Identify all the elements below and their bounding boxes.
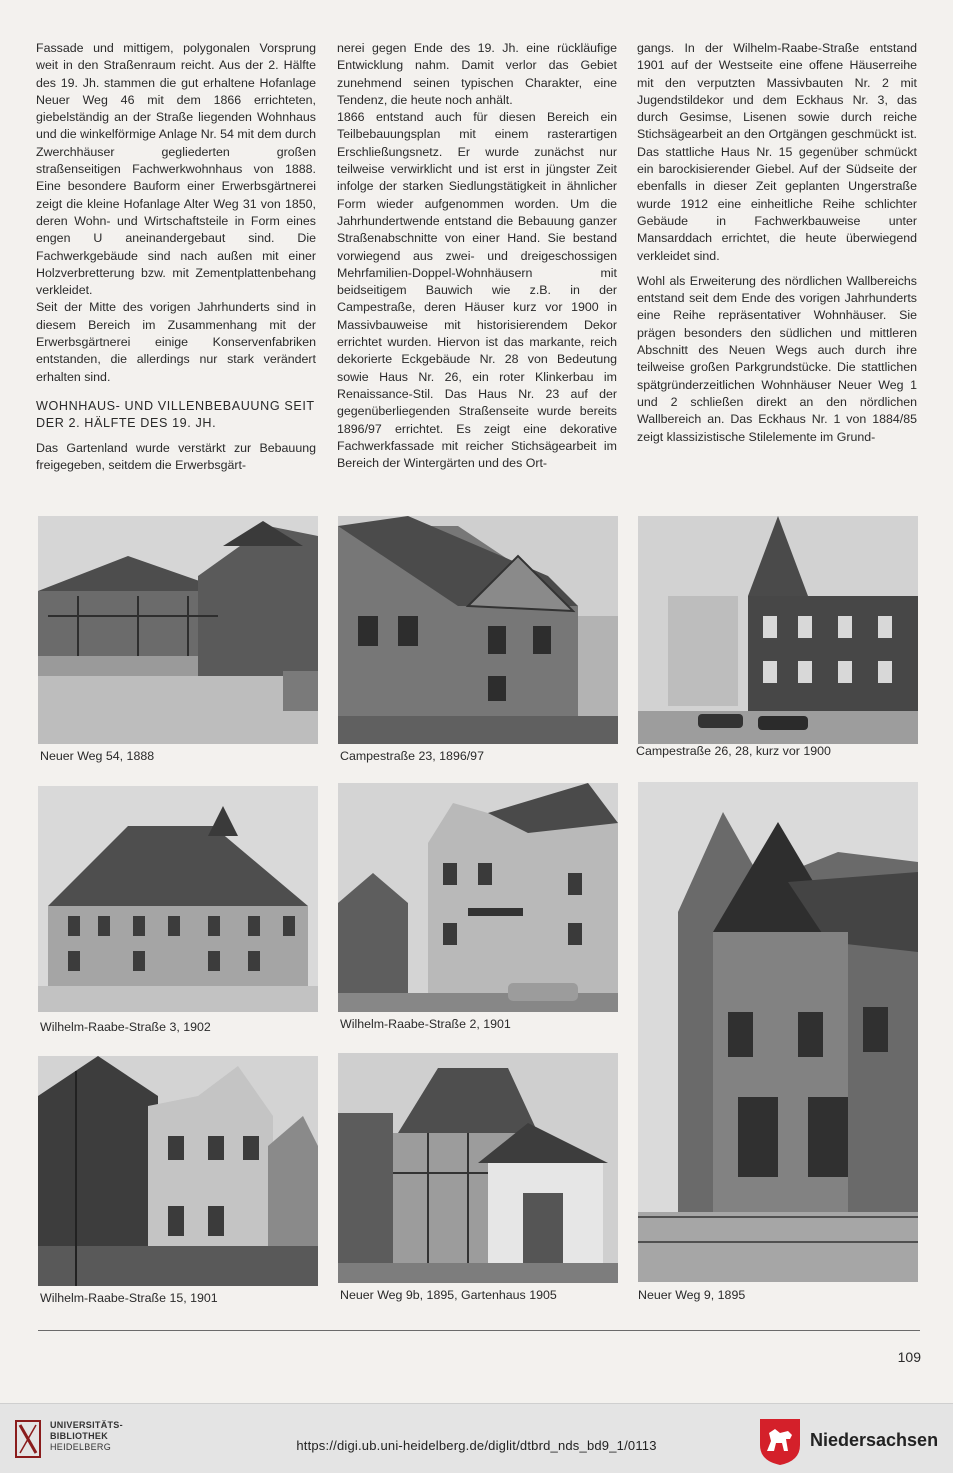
text-column-3 <box>637 40 917 454</box>
caption: Neuer Weg 9b, 1895, Gartenhaus 1905 <box>340 1288 557 1302</box>
paragraph: Fassade und mittigem, polygonalen Vorsprung weit in den Straßenraum reicht. Aus der 2. Hälfte des 19. Jh. stammen die gut erhaltene Hofanlage Neuer Weg 46 mit dem 1866 errichteten, giebelständig an der Straße liegenden Wohnhaus und die winkelförmige Anlage Nr. 54 mit dem durch Zwerchhäuser gegliederten großen straßenseitigen Fachwerkwohnhaus von 1888. Eine besondere Bauform einer Erwerbsgärtnerei zeigt die kleine Hofanlage Alter Weg 31 von 1850, deren Wohn- und Wirtschaftsteile in Form eines engen U aneinandergebaut sind. Die Fachwerkgebäude sind nach außen mit einer Holzverbretterung bzw. mit Zementplattenbehang verkleidet. <box>36 41 316 298</box>
caption: Campestraße 23, 1896/97 <box>340 749 484 763</box>
caption: Neuer Weg 9, 1895 <box>638 1288 746 1302</box>
photo-wilhelm-raabe-strasse-3 <box>38 786 318 1012</box>
paragraph: gangs. In der Wilhelm-Raabe-Straße entstand 1901 auf der Westseite eine offene Häuserreihe mit den verputzten Massivbauten Nr. 2 mit Jugendstildekor und dem Eckhaus Nr. 3, das durch Gesimse, Lisenen sowie durch reiche Stichsägearbeit an den Ortgängen geschmückt ist. Das stattliche Haus Nr. 15 gegenüber schmückt ein barockisierender Giebel. Auf der Südseite der ebenfalls in dieser Zeit geplanten Ungerstraße wurde 1912 eine einheitliche Reihe schlichter Gebäude in Fachwerkbauweise unter Mansarddach errichtet, die heute überwiegend verkleidet sind. <box>637 41 917 263</box>
library-line-3: HEIDELBERG <box>50 1442 112 1452</box>
footer-rule <box>38 1330 920 1331</box>
text-column-1 <box>36 40 316 483</box>
caption: Campestraße 26, 28, kurz vor 1900 <box>636 744 831 758</box>
viewer-footer <box>0 1403 953 1473</box>
text-column-2 <box>337 40 617 480</box>
caption: Wilhelm-Raabe-Straße 2, 1901 <box>340 1017 511 1031</box>
caption: Wilhelm-Raabe-Straße 3, 1902 <box>40 1020 211 1034</box>
paragraph: Seit der Mitte des vorigen Jahrhunderts sind in diesem Bereich im Zusammenhang mit der Erwerbsgärtnerei einige Konservenfabriken entstanden, die allerdings nur stark verändert erhalten sind. <box>36 300 316 384</box>
section-heading: WOHNHAUS- UND VILLENBEBAUUNG SEIT DER 2. HÄLFTE DES 19. JH. <box>36 398 315 430</box>
paragraph: Das Gartenland wurde verstärkt zur Bebauung freigegeben, seitdem die Erwerbsgärt- <box>36 440 316 473</box>
photo-neuer-weg-54 <box>38 516 318 744</box>
caption: Wilhelm-Raabe-Straße 15, 1901 <box>40 1291 218 1305</box>
state-label[interactable]: Niedersachsen <box>810 1430 939 1450</box>
niedersachsen-horse-shield-icon[interactable] <box>758 1417 802 1467</box>
photo-wilhelm-raabe-strasse-2 <box>338 783 618 1012</box>
photo-wilhelm-raabe-strasse-15 <box>38 1056 318 1286</box>
photo-neuer-weg-9b <box>338 1053 618 1283</box>
paragraph: Wohl als Erweiterung des nördlichen Wallbereichs entstand seit dem Ende des vorigen Jahrhunderts eine Reihe repräsentativer Wohnhäuser. Sie prägen besonders den südlichen und mittleren Abschnitt des Neuen Wegs auch durch ihre teilweise großen Parkgrundstücke. Die stattlichen spätgründerzeitlichen Wohnhäuser Neuer Weg 1 und 2 schließen direkt an den nördlichen Wallbereich an. Das Eckhaus Nr. 1 von 1884/85 zeigt klassizistische Stilelemente im Grund- <box>637 273 917 444</box>
paragraph: nerei gegen Ende des 19. Jh. eine rückläufige Entwicklung nahm. Damit verlor das Gebiet zunehmend seinen typischen Charakter, eine Tendenz, die heute noch anhält. <box>337 41 617 107</box>
photo-campestrasse-26-28 <box>638 516 918 744</box>
library-line-2: BIBLIOTHEK <box>50 1431 108 1441</box>
caption: Neuer Weg 54, 1888 <box>40 749 155 763</box>
page-number: 109 <box>897 1349 921 1365</box>
paragraph: 1866 entstand auch für diesen Bereich ein Teilbebauungsplan mit einem rasterartigen Erschließungsnetz. Er wurde zunächst nur teilweise verwirklicht und ist erst in jüngster Zeit infolge der starken Siedlungstätigkeit in ähnlicher Form wieder aufgenommen worden. Um die Jahrhundertwende entstand die Bebauung ganzer Straßenabschnitte von einer Hand. Sie bestand vorwiegend aus zwei- und dreigeschossigen Mehrfamilien-Doppel-Wohnhäusern mit beidseitigem Bauwich wie z.B. in der Campestraße, deren Häuser kurz vor 1900 in Massivbauweise mit historisierendem Dekor errichtet wurden. Hiervon ist das markante, reich dekorierte Eckgebäude Nr. 28 von Bedeutung sowie Haus Nr. 26, ein roter Klinkerbau im Renaissance-Stil. Das Haus Nr. 23 auf der gegenüberliegenden Straßenseite wurde bereits 1896/97 errichtet. Es zeigt eine dekorative Fachwerkfassade mit reicher Stichsägearbeit im Bereich der Wintergärten und des Ort- <box>337 110 617 471</box>
photo-campestrasse-23 <box>338 516 618 744</box>
page-url-link[interactable]: https://digi.ub.uni-heidelberg.de/diglit/dtbrd_nds_bd9_1/0113 <box>296 1438 657 1453</box>
library-line-1: UNIVERSITÄTS- <box>50 1420 123 1430</box>
photo-neuer-weg-9 <box>638 782 918 1282</box>
